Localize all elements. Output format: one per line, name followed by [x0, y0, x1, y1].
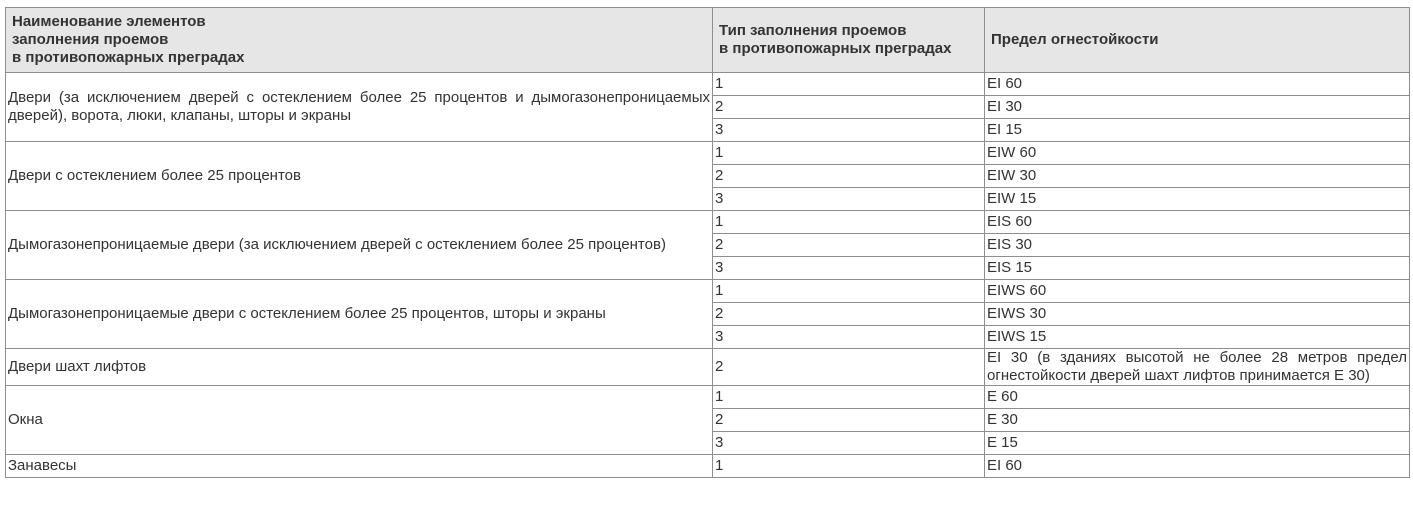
fire-limit-cell: EI 15: [985, 119, 1410, 142]
element-name-cell: Двери с остеклением более 25 процентов: [6, 142, 713, 211]
fill-type-cell: 3: [713, 257, 985, 280]
header-row: [6, 8, 1410, 73]
fill-type-cell: 2: [713, 303, 985, 326]
fire-limit-cell: EIWS 60: [985, 280, 1410, 303]
fire-limit-cell: EI 60: [985, 455, 1410, 478]
fire-limit-cell: EIWS 30: [985, 303, 1410, 326]
fill-type-cell: 2: [713, 165, 985, 188]
fill-type-cell: 2: [713, 96, 985, 119]
table-header: [6, 8, 1410, 73]
header-element-name-line: Наименование элементов: [12, 13, 206, 30]
fill-type-cell: 1: [713, 142, 985, 165]
fill-type-cell: 1: [713, 386, 985, 409]
fire-limit-cell: EI 60: [985, 73, 1410, 96]
element-name-cell: Дымогазонепроницаемые двери с остеклением более 25 процентов, шторы и экраны: [6, 280, 713, 349]
table-row: [6, 73, 1410, 96]
fill-type-cell: 2: [713, 234, 985, 257]
element-name-cell: Дымогазонепроницаемые двери (за исключением дверей с остеклением более 25 процентов): [6, 211, 713, 280]
fill-type-cell: 1: [713, 211, 985, 234]
fire-limit-cell: EIS 60: [985, 211, 1410, 234]
fire-limit-cell: EIW 60: [985, 142, 1410, 165]
header-fill-type-line: Тип заполнения проемов: [719, 22, 907, 39]
fire-limit-cell: E 15: [985, 432, 1410, 455]
table-row: [6, 386, 1410, 409]
fill-type-cell: 1: [713, 73, 985, 96]
element-name-cell: Двери шахт лифтов: [6, 349, 713, 386]
fill-type-cell: 2: [713, 349, 985, 386]
table-row: [6, 280, 1410, 303]
table-body: [6, 73, 1410, 478]
header-element-name: [6, 8, 713, 73]
fill-type-cell: 3: [713, 326, 985, 349]
fire-limit-cell: E 30: [985, 409, 1410, 432]
fill-type-cell: 2: [713, 409, 985, 432]
fire-limit-cell: EIW 15: [985, 188, 1410, 211]
header-fire-limit: Предел огнестойкости: [985, 8, 1410, 73]
fire-limit-cell: EIS 30: [985, 234, 1410, 257]
header-fill-type-line: в противопожарных преградах: [719, 40, 952, 57]
header-element-name-line: заполнения проемов: [12, 31, 169, 48]
fire-limit-cell: EIW 30: [985, 165, 1410, 188]
table-row: [6, 211, 1410, 234]
element-name-cell: Окна: [6, 386, 713, 455]
fire-limit-cell: EI 30: [985, 96, 1410, 119]
fill-type-cell: 1: [713, 280, 985, 303]
fire-limit-cell: EIS 15: [985, 257, 1410, 280]
fill-type-cell: 1: [713, 455, 985, 478]
element-name-cell: Двери (за исключением дверей с остеклением более 25 процентов и дымогазонепроницаемых дверей), ворота, люки, клапаны, шторы и экраны: [6, 73, 713, 142]
fire-limit-cell: E 60: [985, 386, 1410, 409]
fill-type-cell: 3: [713, 188, 985, 211]
table-row: [6, 142, 1410, 165]
fire-limit-cell: EIWS 15: [985, 326, 1410, 349]
element-name-cell: Занавесы: [6, 455, 713, 478]
fire-resistance-table: [5, 7, 1410, 478]
header-element-name-line: в противопожарных преградах: [12, 49, 245, 66]
header-fill-type: [713, 8, 985, 73]
table-row: [6, 349, 1410, 386]
table-row: [6, 455, 1410, 478]
fire-limit-cell: EI 30 (в зданиях высотой не более 28 метров предел огнестойкости дверей шахт лифтов принимается E 30): [985, 349, 1410, 386]
fill-type-cell: 3: [713, 119, 985, 142]
fill-type-cell: 3: [713, 432, 985, 455]
